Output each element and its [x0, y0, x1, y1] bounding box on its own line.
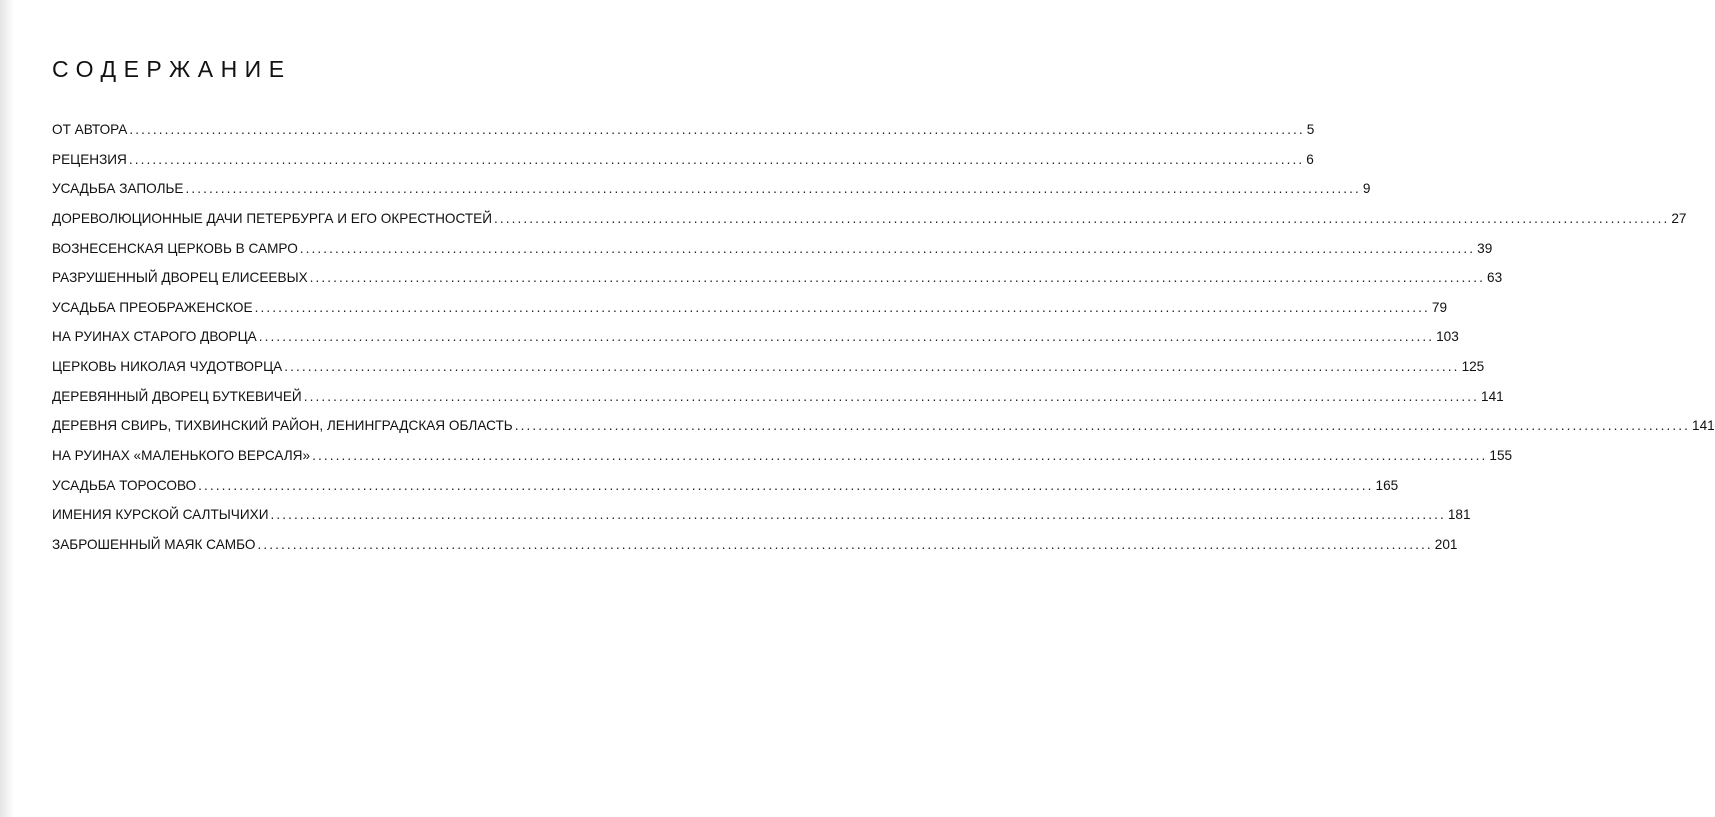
toc-entry-title: ВОЗНЕСЕНСКАЯ ЦЕРКОВЬ В САМРО [52, 240, 298, 256]
toc-dot-leader: ........................................................................................................................................................................................................ [129, 122, 1305, 137]
toc-entry-page: 125 [1461, 359, 1485, 375]
toc-entry-title: НА РУИНАХ «МАЛЕНЬКОГО ВЕРСАЛЯ» [52, 448, 311, 464]
toc-entry-page: 141 [1692, 418, 1715, 434]
toc-entry-title: ЦЕРКОВЬ НИКОЛАЯ ЧУДОТВОРЦА [52, 359, 283, 375]
toc-dot-leader: ........................................................................................................................................................................................................ [270, 507, 1446, 523]
toc-entry-title: УСАДЬБА ЗАПОЛЬЕ [52, 181, 184, 197]
toc-entry-title: ОТ АВТОРА [52, 122, 128, 137]
toc-entry-title: ИМЕНИЯ КУРСКОЙ САЛТЫЧИХИ [52, 507, 269, 523]
toc-entry-page: 5 [1306, 122, 1315, 137]
toc-dot-leader: ........................................................................................................................................................................................................ [128, 151, 1305, 167]
toc-dot-leader: ........................................................................................................................................................................................................ [185, 181, 1361, 197]
toc-entry-page: 63 [1487, 270, 1503, 286]
toc-entry [52, 179, 1371, 209]
toc-dot-leader: ........................................................................................................................................................................................................ [284, 359, 1460, 375]
toc-entry-title: ДЕРЕВЯННЫЙ ДВОРЕЦ БУТКЕВИЧЕЙ [52, 388, 302, 404]
toc-entry-page: 79 [1431, 299, 1448, 315]
toc-dot-leader: ........................................................................................................................................................................................................ [198, 477, 1374, 493]
page-edge-shadow [0, 0, 14, 817]
toc-entry-title: ДЕРЕВНЯ СВИРЬ, ТИХВИНСКИЙ РАЙОН, ЛЕНИНГРАДСКАЯ ОБЛАСТЬ [52, 418, 513, 434]
toc-entry-title: УСАДЬБА ПРЕОБРАЖЕНСКОЕ [52, 299, 253, 315]
toc-entry [52, 120, 1315, 150]
page-title: СОДЕРЖАНИЕ [52, 56, 292, 82]
toc-entry [52, 209, 1687, 239]
toc-entry-title: ЗАБРОШЕННЫЙ МАЯК САМБО [52, 536, 256, 552]
toc-entry [52, 150, 1314, 180]
toc-entry-page: 9 [1362, 181, 1371, 197]
toc-entry-page: 181 [1447, 507, 1471, 523]
toc-entry [52, 268, 1503, 298]
toc-entry [52, 357, 1485, 387]
toc-entry [52, 476, 1399, 506]
toc-entry [52, 446, 1513, 476]
toc-dot-leader: ........................................................................................................................................................................................................ [254, 299, 1430, 315]
toc-dot-leader: ........................................................................................................................................................................................................ [309, 270, 1486, 286]
toc-dot-leader: ........................................................................................................................................................................................................ [299, 240, 1476, 256]
toc-entry [52, 387, 1504, 417]
toc-dot-leader: ........................................................................................................................................................................................................ [312, 448, 1488, 464]
toc-entry-page: 39 [1477, 240, 1493, 256]
toc-entry [52, 535, 1458, 565]
toc-entry-page: 27 [1671, 210, 1687, 226]
toc-dot-leader: ........................................................................................................................................................................................................ [258, 329, 1435, 345]
toc-dot-leader: ........................................................................................................................................................................................................ [303, 388, 1480, 404]
toc-entry [52, 416, 1715, 446]
toc-entry-page: 201 [1434, 536, 1458, 552]
toc-entry-title: РЕЦЕНЗИЯ [52, 151, 127, 167]
toc-entry [52, 505, 1471, 535]
table-of-contents [52, 120, 1715, 565]
toc-dot-leader: ........................................................................................................................................................................................................ [514, 418, 1691, 434]
toc-dot-leader: ........................................................................................................................................................................................................ [257, 536, 1433, 552]
toc-entry-page: 165 [1375, 477, 1399, 493]
toc-entry-title: ДОРЕВОЛЮЦИОННЫЕ ДАЧИ ПЕТЕРБУРГА И ЕГО ОКРЕСТНОСТЕЙ [52, 210, 492, 226]
toc-entry-page: 6 [1306, 151, 1314, 167]
toc-entry [52, 298, 1448, 328]
toc-entry-page: 103 [1436, 329, 1459, 345]
toc-entry-page: 141 [1481, 388, 1504, 404]
toc-entry-page: 155 [1489, 448, 1513, 464]
toc-entry-title: РАЗРУШЕННЫЙ ДВОРЕЦ ЕЛИСЕЕВЫХ [52, 270, 308, 286]
toc-entry-title: НА РУИНАХ СТАРОГО ДВОРЦА [52, 329, 257, 345]
toc-entry [52, 327, 1459, 357]
toc-dot-leader: ........................................................................................................................................................................................................ [493, 210, 1670, 226]
toc-entry-title: УСАДЬБА ТОРОСОВО [52, 477, 197, 493]
toc-entry [52, 239, 1493, 269]
